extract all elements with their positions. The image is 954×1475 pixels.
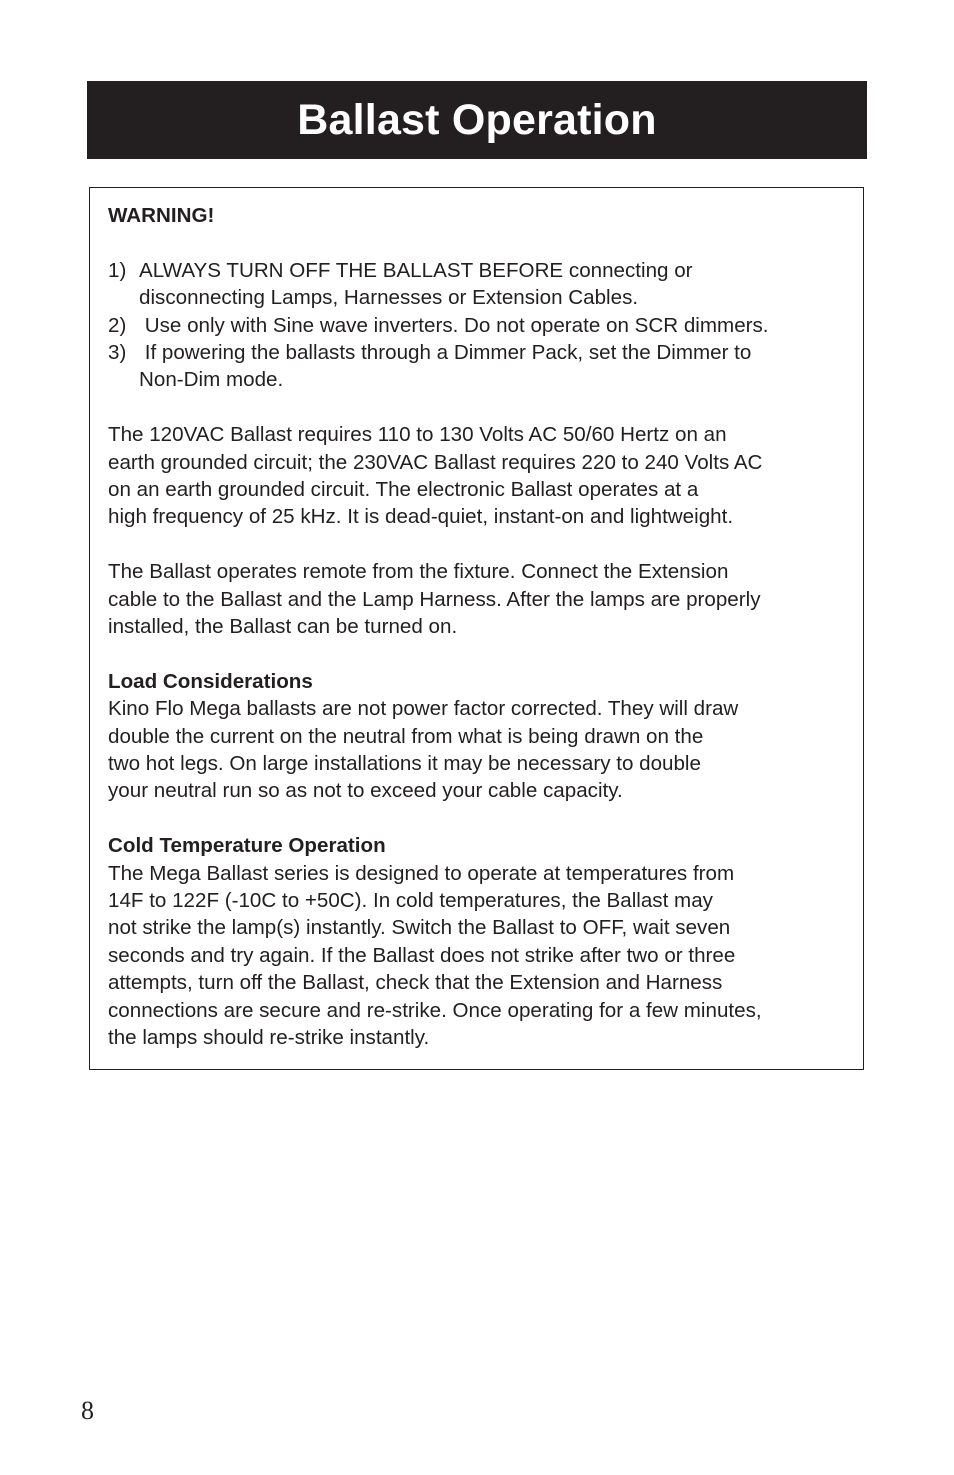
- paragraph-line: installed, the Ballast can be turned on.: [108, 615, 458, 639]
- spacer: [108, 394, 853, 421]
- cold-heading: Cold Temperature Operation: [108, 834, 386, 858]
- content-box: [89, 187, 864, 1070]
- voltage-paragraph: [108, 421, 853, 531]
- warning-item-text: If powering the ballasts through a Dimmer Pack, set the Dimmer to: [139, 341, 752, 365]
- warning-item-text: disconnecting Lamps, Harnesses or Extension Cables.: [139, 286, 639, 310]
- paragraph-line: 14F to 122F (-10C to +50C). In cold temperatures, the Ballast may: [108, 889, 713, 913]
- cold-section: [108, 832, 853, 1051]
- page-title: Ballast Operation: [297, 95, 657, 144]
- warning-item-text: Use only with Sine wave inverters. Do not operate on SCR dimmers.: [139, 313, 769, 337]
- paragraph-line: your neutral run so as not to exceed your cable capacity.: [108, 779, 623, 803]
- title-bar: [87, 81, 867, 159]
- warning-item-1: [108, 257, 853, 312]
- paragraph-line: earth grounded circuit; the 230VAC Ballast requires 220 to 240 Volts AC: [108, 450, 763, 474]
- paragraph-line: The Ballast operates remote from the fixture. Connect the Extension: [108, 560, 729, 584]
- paragraph-line: Kino Flo Mega ballasts are not power factor corrected. They will draw: [108, 697, 739, 721]
- page-number: 8: [81, 1396, 94, 1425]
- spacer: [108, 640, 853, 667]
- load-section: [108, 668, 853, 805]
- spacer: [108, 229, 853, 256]
- warning-item-number: 1): [108, 258, 127, 282]
- warning-item-text: ALWAYS TURN OFF THE BALLAST BEFORE connecting or: [139, 258, 693, 282]
- paragraph-line: double the current on the neutral from what is being drawn on the: [108, 724, 704, 748]
- paragraph-line: not strike the lamp(s) instantly. Switch the Ballast to OFF, wait seven: [108, 916, 731, 940]
- paragraph-line: the lamps should re-strike instantly.: [108, 1026, 430, 1050]
- warning-item-2: [108, 312, 853, 339]
- warning-item-3: [108, 339, 853, 394]
- paragraph-line: attempts, turn off the Ballast, check that the Extension and Harness: [108, 971, 723, 995]
- warning-item-number: 3): [108, 341, 127, 365]
- paragraph-line: The Mega Ballast series is designed to operate at temperatures from: [108, 861, 735, 885]
- spacer: [108, 531, 853, 558]
- paragraph-line: on an earth grounded circuit. The electronic Ballast operates at a: [108, 478, 699, 502]
- warning-item-text: Non-Dim mode.: [139, 368, 284, 392]
- spacer: [108, 805, 853, 832]
- warning-list: [108, 257, 853, 394]
- paragraph-line: high frequency of 25 kHz. It is dead-quiet, instant-on and lightweight.: [108, 505, 734, 529]
- warning-item-number: 2): [108, 313, 127, 337]
- paragraph-line: cable to the Ballast and the Lamp Harness. After the lamps are properly: [108, 587, 761, 611]
- paragraph-line: two hot legs. On large installations it may be necessary to double: [108, 752, 701, 776]
- paragraph-line: The 120VAC Ballast requires 110 to 130 Volts AC 50/60 Hertz on an: [108, 423, 727, 447]
- paragraph-line: seconds and try again. If the Ballast does not strike after two or three: [108, 943, 736, 967]
- warning-heading: WARNING!: [108, 204, 215, 227]
- remote-paragraph: [108, 558, 853, 640]
- paragraph-line: connections are secure and re-strike. Once operating for a few minutes,: [108, 998, 762, 1022]
- load-heading: Load Considerations: [108, 669, 313, 693]
